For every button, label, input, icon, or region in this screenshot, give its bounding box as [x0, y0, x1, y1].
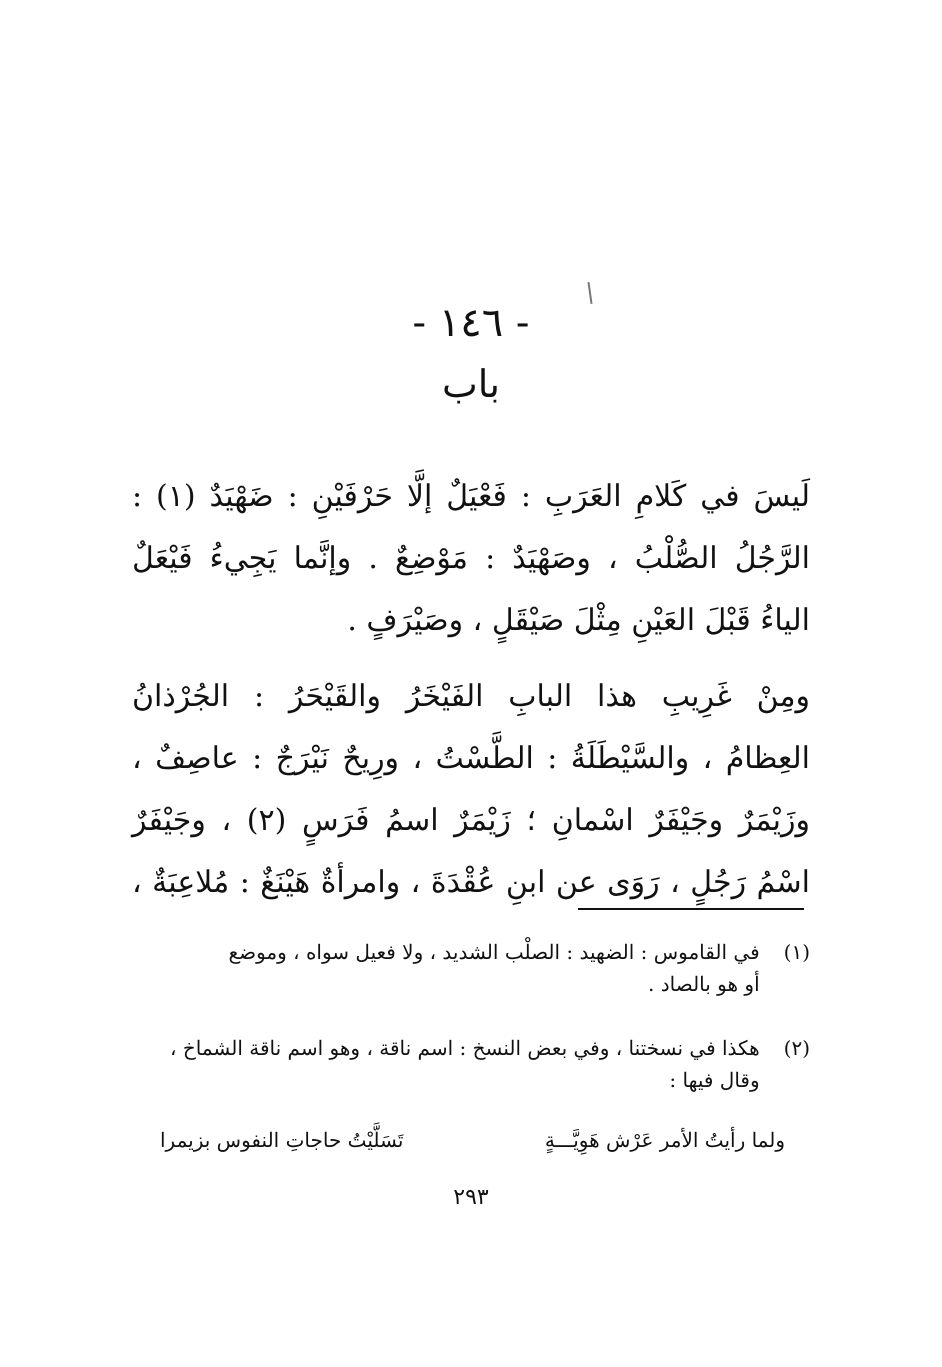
paragraph-2-line-3: وزَيْمَرٌ وجَيْفَرٌ اسْمانِ ؛ زَيْمَرٌ اسمُ فَرَسٍ (٢) ، وجَيْفَرٌ — [132, 803, 811, 838]
footnote-2-line-1: هكذا في نسختنا ، وفي بعض النسخ : اسم ناقة ، وهو اسم ناقة الشماخ ، — [170, 1036, 760, 1060]
verse-second-hemistich: تَسَلَّيْتُ حاجاتِ النفوس بزيمرا — [160, 1128, 404, 1152]
paragraph-1-line-2: الرَّجُلُ الصُّلْبُ ، وصَهْيَدٌ : مَوْضِعٌ . وإنَّما يَجِيءُ فَيْعَلٌ — [132, 541, 810, 576]
page-number: - ١٤٦ - — [412, 300, 530, 346]
paragraph-2-line-1: ومِنْ غَرِيبِ هذا البابِ الفَيْخَرُ والقَيْحَرُ : الجُرْذانُ — [132, 679, 810, 714]
footnote-1-line-1: في القاموس : الضهيد : الصلْب الشديد ، ولا فعيل سواه ، وموضع — [228, 940, 760, 964]
footnote-1-marker: (١) — [783, 940, 810, 964]
footnote-2-line-2: وقال فيها : — [669, 1068, 760, 1092]
chapter-title: باب — [442, 362, 500, 406]
paragraph-1 — [132, 466, 810, 652]
footnote-2-marker: (٢) — [783, 1036, 810, 1060]
folio-number: ٢٩٣ — [453, 1185, 489, 1210]
paragraph-2 — [132, 666, 810, 914]
paragraph-2-line-4: اسْمُ رَجُلٍ ، رَوَى عن ابنِ عُقْدَةَ ، وامرأةٌ هَيْنَغٌ : مُلاعِبَةٌ ، — [132, 865, 810, 900]
footnote-2 — [140, 1032, 810, 1096]
footnote-1 — [140, 936, 810, 1000]
verse — [160, 1124, 785, 1156]
paragraph-2-line-2: العِظامُ ، والسَّيْطَلَةُ : الطَّسْتُ ، ورِيحٌ نَيْرَجٌ : عاصِفٌ ، — [132, 741, 810, 776]
verse-first-hemistich: ولما رأيتُ الأمر عَرْش هَوِيَّـــةٍ — [544, 1128, 785, 1152]
footnote-1-line-2: أو هو بالصاد . — [648, 972, 760, 996]
paragraph-1-line-3: الياءُ قَبْلَ العَيْنِ مِثْلَ صَيْقَلٍ ، وصَيْرَفٍ . — [347, 603, 810, 638]
paragraph-1-line-1: لَيسَ في كَلامِ العَرَبِ : فَعْيَلٌ إلَّا حَرْفَيْنِ : ضَهْيَدٌ (١) : — [132, 479, 810, 514]
footnote-separator — [578, 908, 804, 910]
